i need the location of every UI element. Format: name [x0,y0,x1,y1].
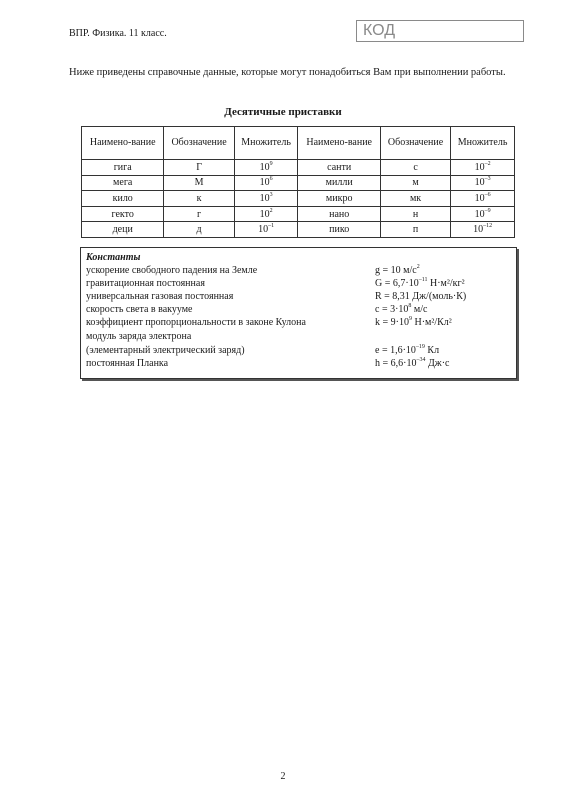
table-cell: микро [298,191,380,207]
table-row [82,191,515,207]
column-header: Наимено-вание [82,127,164,160]
constant-name: модуль заряда электрона [86,331,192,342]
table-cell: м [380,175,450,191]
table-cell: н [380,206,450,222]
table-cell: санти [298,160,380,176]
column-header: Множитель [234,127,298,160]
table-cell: д [164,222,234,238]
table-cell: М [164,175,234,191]
constant-value: g = 10 $м/с^2$ [375,264,420,276]
table-cell: п [380,222,450,238]
constants-title: Константы [86,252,141,263]
table-cell: $10^9$ [234,160,298,176]
constant-name: ускорение свободного падения на Земле [86,265,258,276]
table-header-row [82,127,515,160]
table-cell: $10^6$ [234,175,298,191]
table-cell: к [164,191,234,207]
column-header: Наимено-вание [298,127,380,160]
table-cell: $10^3$ [234,191,298,207]
constants-box [80,247,517,379]
table-cell: $10^{-1}$ [234,222,298,238]
table-cell: гига [82,160,164,176]
table-cell: $10^{-3}$ [451,175,515,191]
constant-value: R = 8,31 Дж/(моль·К) [375,291,467,302]
table-row [82,160,515,176]
constant-value: $G = 6,7\cdot 10^{-11}$ Н·м²/кг² [375,277,465,289]
table-cell: $10^2$ [234,206,298,222]
table-cell: деци [82,222,164,238]
table-cell: милли [298,175,380,191]
column-header: Обозначение [380,127,450,160]
constant-name: коэффициент пропорциональности в законе Кулона [86,317,306,328]
table-cell: $10^{-6}$ [451,191,515,207]
table-cell: $10^{-12}$ [451,222,515,238]
table-cell: $10^{-9}$ [451,206,515,222]
constant-name: универсальная газовая постоянная [86,291,234,302]
constant-name: (элементарный электрический заряд) [86,345,245,356]
constant-value: $e = 1,6\cdot 10^{-19}$ Кл [375,344,440,356]
header-title: ВПР. Физика. 11 класс. [69,28,167,39]
constant-name: гравитационная постоянная [86,278,205,289]
column-header: Обозначение [164,127,234,160]
table-row [82,222,515,238]
constant-value: $k = 9\cdot 10^9$ Н·м²/Кл² [375,316,452,328]
table-cell: с [380,160,450,176]
table-cell: $10^{-2}$ [451,160,515,176]
intro-text: Ниже приведены справочные данные, которые могут понадобиться Вам при выполнении работы. [69,67,506,78]
constant-value: $h = 6,6\cdot 10^{-34}$ Дж·с [375,357,450,369]
prefixes-table [81,126,515,238]
table-cell: кило [82,191,164,207]
table-cell: мега [82,175,164,191]
constant-name: скорость света в вакууме [86,304,193,315]
table-row [82,175,515,191]
table-cell: пико [298,222,380,238]
table-cell: мк [380,191,450,207]
table-cell: Г [164,160,234,176]
table-cell: г [164,206,234,222]
constant-value: $с = 3\cdot 10^8$ м/с [375,303,428,315]
constant-name: постоянная Планка [86,358,169,369]
code-field[interactable]: КОД [356,20,524,42]
table-cell: нано [298,206,380,222]
table-row [82,206,515,222]
table-cell: гекто [82,206,164,222]
page-number: 2 [280,771,286,782]
prefixes-title: Десятичные приставки [224,106,342,118]
column-header: Множитель [451,127,515,160]
